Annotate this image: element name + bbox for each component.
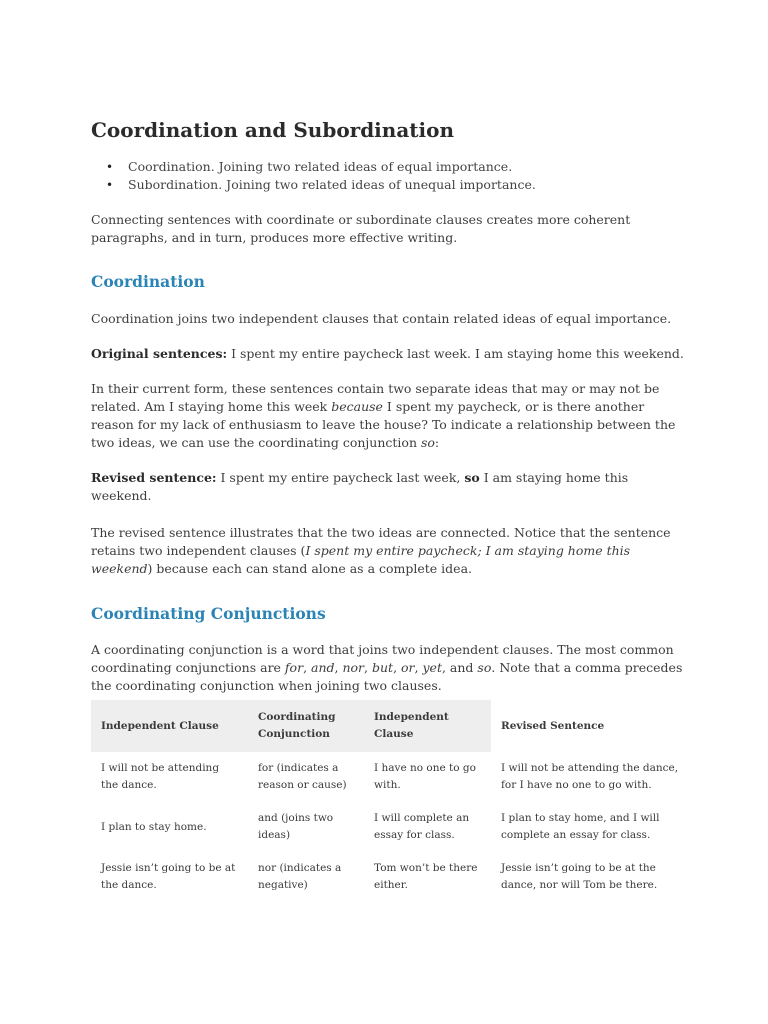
bullet-term: Coordination.: [128, 159, 215, 174]
text-run: ,: [393, 660, 402, 675]
emphasis: so: [477, 660, 492, 675]
table-cell: I will not be attending the dance, for I have no one to go with.: [501, 762, 679, 791]
text-run: . Note that a comma precedes the coordinating conjunction when joining two clauses.: [91, 660, 683, 693]
conjunctions-paragraph: [91, 641, 691, 695]
conjunction-highlight: so: [464, 470, 480, 485]
table-row: [91, 752, 691, 802]
text-run: ,: [364, 660, 372, 675]
emphasis: so: [420, 435, 435, 450]
text-run: :: [434, 435, 440, 450]
intro-paragraph: Connecting sentences with coordinate or subordinate clauses creates more coherent paragraphs, and in turn, produces more effective writing.: [91, 212, 631, 245]
coordination-definition: Coordination joins two independent clauses that contain related ideas of equal importance.: [91, 311, 672, 326]
text-run: I spent my paycheck, or is there another reason for my lack of enthusiasm to leave the house? To indicate a relationship between the two ideas, we can use the coordinating conjunction: [91, 399, 676, 450]
text-run: ,: [303, 660, 312, 675]
explanation-paragraph: [91, 380, 691, 452]
emphasis: and: [311, 660, 335, 675]
table-cell: I have no one to go with.: [374, 762, 476, 791]
table-cell: and (joins two ideas): [258, 812, 334, 841]
article-content: [91, 116, 691, 695]
emphasis: but: [372, 660, 394, 675]
emphasis: ;: [477, 543, 486, 558]
section-heading-coordination: Coordination: [91, 272, 205, 291]
revised-sentence: [91, 469, 691, 505]
emphasis: for: [284, 660, 304, 675]
table-cell: I will not be attending the dance.: [101, 762, 220, 791]
revised-label: Revised sentence:: [91, 470, 217, 485]
list-item: [128, 176, 691, 194]
emphasis: yet: [422, 660, 442, 675]
table-cell: Jessie isn’t going to be at the dance.: [101, 862, 236, 891]
original-text: I spent my entire paycheck last week. I am staying home this weekend.: [227, 346, 684, 361]
text-run: ) because each can stand alone as a complete idea.: [147, 561, 472, 576]
table-header-cell: Independent Clause: [91, 700, 248, 752]
list-item: [128, 158, 691, 176]
emphasis: because: [331, 399, 383, 414]
table-cell: for (indicates a reason or cause): [258, 762, 347, 791]
table-cell: I plan to stay home, and I will complete an essay for class.: [501, 812, 660, 841]
table-header-row: [91, 700, 691, 752]
text-run: In their current form, these sentences contain two separate ideas that may or may not be related. Am I staying home this week: [91, 381, 660, 414]
emphasis: I spent my entire paycheck: [305, 543, 478, 558]
table-header-cell: Independent Clause: [364, 700, 491, 752]
original-sentences: [91, 345, 691, 363]
table-cell: Jessie isn’t going to be at the dance, nor will Tom be there.: [501, 862, 658, 891]
table-row: [91, 802, 691, 852]
table-cell: Tom won’t be there either.: [374, 862, 478, 891]
table-cell: nor (indicates a negative): [258, 862, 342, 891]
emphasis: I am staying home this weekend: [91, 543, 631, 576]
original-label: Original sentences:: [91, 346, 228, 361]
revised-explanation: [91, 524, 691, 578]
text-run: I am staying home this weekend.: [91, 470, 629, 503]
emphasis: nor: [342, 660, 365, 675]
table-row: [91, 852, 691, 902]
text-run: ,: [334, 660, 343, 675]
page-title: Coordination and Subordination: [91, 118, 454, 142]
text-run: The revised sentence illustrates that the two ideas are connected. Notice that the sentence retains two independent clauses (: [91, 525, 671, 558]
text-run: I spent my entire paycheck last week,: [216, 470, 465, 485]
bullet-text: Joining two related ideas of equal importance.: [214, 159, 513, 174]
table-cell: I will complete an essay for class.: [374, 812, 470, 841]
text-run: ,: [414, 660, 423, 675]
conjunctions-table: [91, 700, 691, 902]
text-run: A coordinating conjunction is a word that joins two independent clauses. The most common coordinating conjunctions are: [91, 642, 674, 675]
bullet-term: Subordination.: [128, 177, 223, 192]
text-run: , and: [441, 660, 478, 675]
table-cell: I plan to stay home.: [101, 820, 207, 833]
definition-list: [91, 158, 691, 194]
table-header-cell: Revised Sentence: [491, 700, 691, 752]
table-header-cell: Coordinating Conjunction: [248, 700, 364, 752]
emphasis: or: [401, 660, 415, 675]
section-heading-conjunctions: Coordinating Conjunctions: [91, 604, 326, 623]
bullet-text: Joining two related ideas of unequal importance.: [222, 177, 536, 192]
